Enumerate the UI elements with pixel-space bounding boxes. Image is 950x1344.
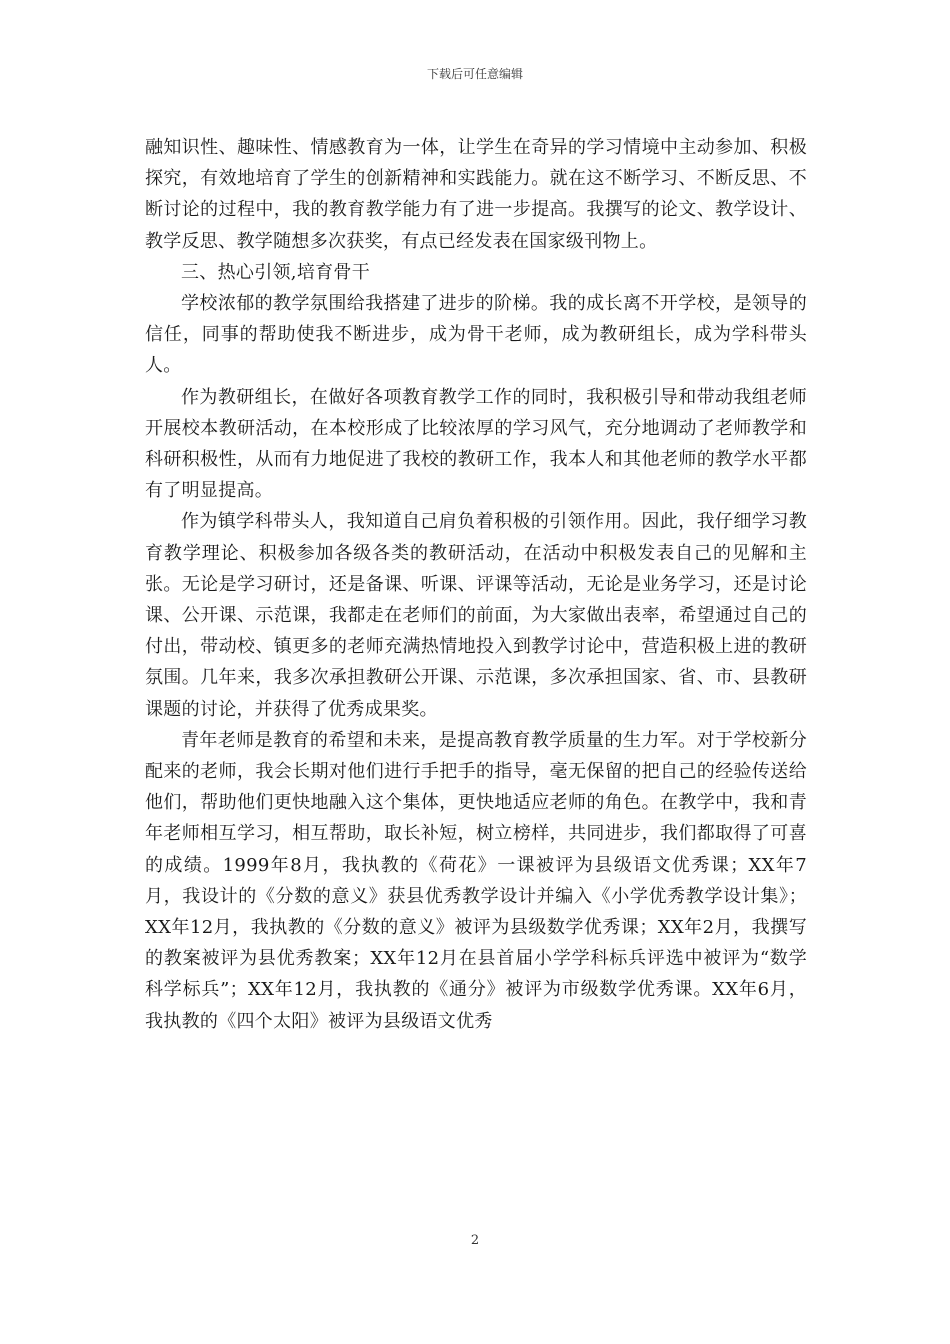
page-number: 2 [470, 1233, 480, 1248]
page-header: 下载后可任意编辑 [426, 67, 523, 81]
paragraph-continued: 融知识性、趣味性、情感教育为一体，让学生在奇异的学习情境中主动参加、积极探究，有效地培育了学生的创新精神和实践能力。就在这不断学习、不断反思、不断讨论的过程中，我的教育教学能力有了进一步提高。我撰写的论文、教学设计、教学反思、教学随想多次获奖，有点已经发表在国家级刊物上。 [145, 137, 807, 252]
document-body [145, 132, 807, 1037]
section-heading: 三、热心引领,培育骨干 [181, 261, 371, 283]
paragraph: 学校浓郁的教学氛围给我搭建了进步的阶梯。我的成长离不开学校，是领导的信任，同事的帮助使我不断进步，成为骨干老师，成为教研组长，成为学科带头人。 [145, 293, 807, 377]
paragraph: 作为教研组长，在做好各项教育教学工作的同时，我积极引导和带动我组老师开展校本教研活动，在本校形成了比较浓厚的学习风气，充分地调动了老师教学和科研积极性，从而有力地促进了我校的教研工作，我本人和其他老师的教学水平都有了明显提高。 [145, 386, 807, 502]
paragraph: 青年老师是教育的希望和未来，是提高教育教学质量的生力军。对于学校新分配来的老师，我会长期对他们进行手把手的指导，毫无保留的把自己的经验传送给他们，帮助他们更快地融入这个集体，更快地适应老师的角色。在教学中，我和青年老师相互学习，相互帮助，取长补短，树立榜样，共同进步，我们都取得了可喜的成绩。1999年8月，我执教的《荷花》一课被评为县级语文优秀课；XX年7月，我设计的《分数的意义》获县优秀教学设计并编入《小学优秀教学设计集》；XX年12月，我执教的《分数的意义》被评为县级数学优秀课；XX年2月，我撰写的教案被评为县优秀教案；XX年12月在县首届小学学科标兵评选中被评为“数学科学标兵”；XX年12月，我执教的《通分》被评为市级数学优秀课。XX年6月，我执教的《四个太阳》被评为县级语文优秀 [145, 729, 807, 1032]
paragraph: 作为镇学科带头人，我知道自己肩负着积极的引领作用。因此，我仔细学习教育教学理论、积极参加各级各类的教研活动，在活动中积极发表自己的见解和主张。无论是学习研讨，还是备课、听课、评课等活动，无论是业务学习，还是讨论课、公开课、示范课，我都走在老师们的前面，为大家做出表率，希望通过自己的付出，带动校、镇更多的老师充满热情地投入到教学讨论中，营造积极上进的教研氛围。几年来，我多次承担教研公开课、示范课，多次承担国家、省、市、县教研课题的讨论，并获得了优秀成果奖。 [145, 511, 807, 720]
